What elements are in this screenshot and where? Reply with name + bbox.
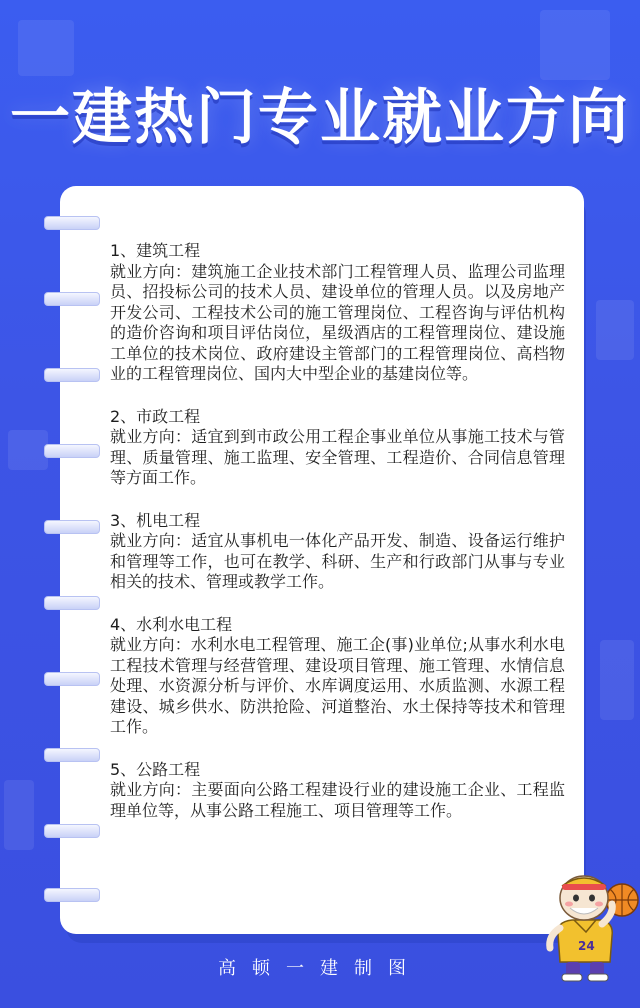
section-body: 就业方向：建筑施工企业技术部门工程管理人员、监理公司监理员、招投标公司的技术人员、建设单位的管理人员。以及房地产开发公司、工程技术公司的施工管理岗位、工程咨询与评估机构的造价咨询和项目评估岗位，星级酒店的工程管理岗位、建设施工单位的技术岗位、政府建设主管部门的工程管理岗位、高档物业的工程管理岗位、国内大中型企业的基建岗位等。 [110, 261, 565, 383]
section-title: 4、水利水电工程 [110, 614, 233, 634]
binder-ring [44, 292, 100, 306]
section-electromechanical [110, 511, 565, 593]
binder-ring [44, 824, 100, 838]
section-body: 就业方向：适宜从事机电一体化产品开发、制造、设备运行维护和管理等工作，也可在教学、科研、生产和行政部门从事与专业相关的技术、管理或教学工作。 [110, 531, 565, 591]
section-title: 5、公路工程 [110, 759, 201, 779]
section-water-conservancy [110, 615, 565, 738]
section-construction [110, 241, 565, 385]
section-body: 就业方向：水利水电工程管理、施工企(事)业单位;从事水利水电工程技术管理与经营管理、建设项目管理、施工管理、水情信息处理、水资源分析与评价、水库调度运用、水质监测、水源工程建设、城乡供水、防洪抢险、河道整治、水土保持等技术和管理工作。 [110, 635, 565, 736]
jersey-number: 24 [578, 939, 595, 953]
section-title: 1、建筑工程 [110, 241, 201, 260]
binder-ring [44, 368, 100, 382]
binder-ring [44, 444, 100, 458]
bg-square [8, 430, 48, 470]
binder-ring [44, 672, 100, 686]
section-body: 就业方向：主要面向公路工程建设行业的建设施工企业、工程监理单位等，从事公路工程施工、项目管理等工作。 [110, 780, 565, 820]
bg-square [4, 780, 34, 850]
section-municipal [110, 407, 565, 489]
section-title: 3、机电工程 [110, 510, 201, 530]
binder-ring [44, 520, 100, 534]
bg-square [600, 640, 634, 720]
section-title: 2、市政工程 [110, 406, 201, 426]
page-title: 一建热门专业就业方向 [10, 83, 630, 153]
bg-square [18, 20, 74, 76]
bg-square [596, 300, 634, 360]
card-content [110, 241, 565, 843]
binder-ring [44, 216, 100, 230]
footer-credit: 高顿一建制图 [218, 958, 422, 979]
binder-ring [44, 596, 100, 610]
section-body: 就业方向：适宜到到市政公用工程企事业单位从事施工技术与管理、质量管理、施工监理、安全管理、工程造价、合同信息管理等方面工作。 [110, 427, 565, 487]
section-highway [110, 760, 565, 822]
binder-ring [44, 888, 100, 902]
binder-ring [44, 748, 100, 762]
